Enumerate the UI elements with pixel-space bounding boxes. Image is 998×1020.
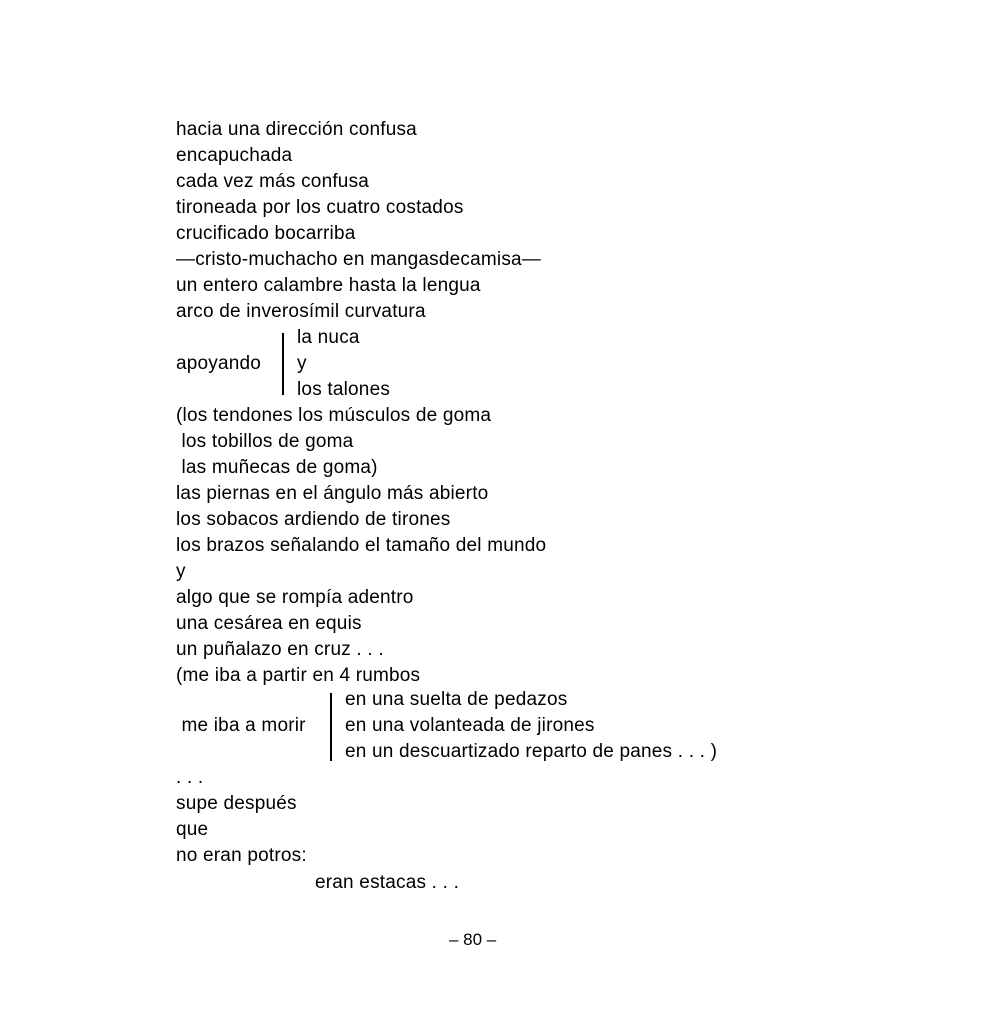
poem-line: supe después	[176, 793, 297, 814]
poem-line: encapuchada	[176, 145, 293, 166]
bracket-right-line: los talones	[297, 379, 391, 400]
poem-line: los brazos señalando el tamaño del mundo	[176, 535, 547, 556]
poem-line: (me iba a partir en 4 rumbos	[176, 665, 421, 686]
poem-line: las muñecas de goma)	[176, 457, 378, 478]
poem-line: tironeada por los cuatro costados	[176, 197, 464, 218]
poem-line: hacia una dirección confusa	[176, 119, 417, 140]
poem-line-indented: eran estacas . . .	[315, 872, 460, 893]
poem-line: y	[176, 561, 186, 582]
bracket-right-line: en una volanteada de jirones	[345, 715, 595, 736]
poem-line: no eran potros:	[176, 845, 307, 866]
poem-line: algo que se rompía adentro	[176, 587, 414, 608]
bracket-bar	[330, 693, 332, 761]
poem-line: una cesárea en equis	[176, 613, 362, 634]
poem-line: un puñalazo en cruz . . .	[176, 639, 384, 660]
bracket-left-label: apoyando	[176, 353, 262, 374]
poem-line: arco de inverosímil curvatura	[176, 301, 426, 322]
bracket-right-line: en un descuartizado reparto de panes . . . )	[345, 741, 718, 762]
poem-line: los sobacos ardiendo de tirones	[176, 509, 451, 530]
poem-line: crucificado bocarriba	[176, 223, 356, 244]
page-number: – 80 –	[449, 930, 497, 949]
poem-line: —cristo-muchacho en mangasdecamisa—	[176, 249, 541, 270]
poem-line: los tobillos de goma	[176, 431, 354, 452]
poem-line: las piernas en el ángulo más abierto	[176, 483, 489, 504]
poem-line: (los tendones los músculos de goma	[176, 405, 492, 426]
poem-line: . . .	[176, 767, 204, 788]
poem-line: un entero calambre hasta la lengua	[176, 275, 481, 296]
poem-line: cada vez más confusa	[176, 171, 370, 192]
bracket-right-line: y	[297, 353, 307, 374]
bracket-right-line: en una suelta de pedazos	[345, 689, 568, 710]
bracket-left-label: me iba a morir	[176, 715, 306, 736]
bracket-right-line: la nuca	[297, 327, 360, 348]
bracket-bar	[282, 333, 284, 395]
poem-line: que	[176, 819, 209, 840]
